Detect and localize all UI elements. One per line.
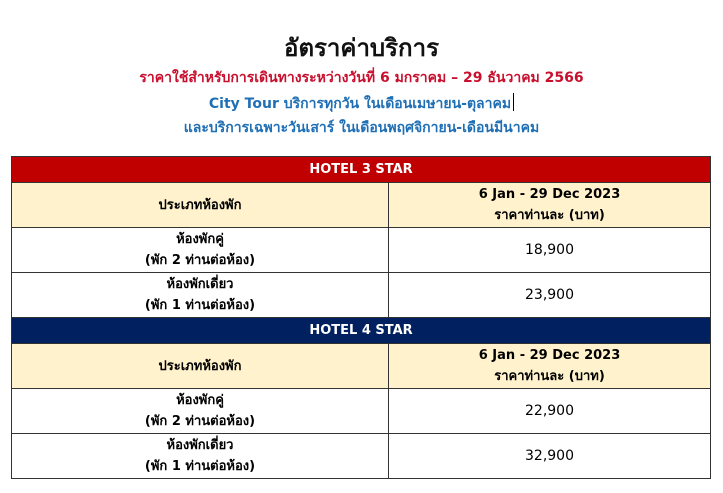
price-cell: 32,900 xyxy=(389,434,711,479)
price-unit-label: ราคาท่านละ (บาท) xyxy=(494,369,605,384)
city-tour-note-1 xyxy=(0,93,723,115)
room-type-header: ประเภทห้องพัก xyxy=(12,183,389,228)
city-tour-note-1-text: City Tour บริการทุกวัน ในเดือนเมษายน-ตุลาคม xyxy=(208,96,512,112)
price-cell: 18,900 xyxy=(389,228,711,273)
price-unit-label: ราคาท่านละ (บาท) xyxy=(494,208,605,223)
room-type-header: ประเภทห้องพัก xyxy=(12,344,389,389)
hotel-4-star-band-row xyxy=(12,318,711,344)
room-type-cell xyxy=(12,273,389,318)
price-header xyxy=(389,183,711,228)
table-row xyxy=(12,273,711,318)
hotel-3-star-band: HOTEL 3 STAR xyxy=(12,157,711,183)
hotel-4-star-band: HOTEL 4 STAR xyxy=(12,318,711,344)
room-type-cell xyxy=(12,389,389,434)
room-occupancy: (พัก 2 ท่านต่อห้อง) xyxy=(144,414,256,429)
price-cell: 22,900 xyxy=(389,389,711,434)
price-cell: 23,900 xyxy=(389,273,711,318)
table-header-row xyxy=(12,344,711,389)
table-header-row xyxy=(12,183,711,228)
room-occupancy: (พัก 1 ท่านต่อห้อง) xyxy=(144,459,256,474)
room-occupancy: (พัก 1 ท่านต่อห้อง) xyxy=(144,298,256,313)
date-range-label: 6 Jan - 29 Dec 2023 xyxy=(478,187,621,202)
room-name: ห้องพักคู่ xyxy=(176,393,224,408)
room-type-cell xyxy=(12,228,389,273)
room-name: ห้องพักคู่ xyxy=(176,232,224,247)
page-title: อัตราค่าบริการ xyxy=(284,34,439,62)
table-row xyxy=(12,228,711,273)
validity-period: ราคาใช้สำหรับการเดินทางระหว่างวันที่ 6 มกราคม – 29 ธันวาคม 2566 xyxy=(139,70,584,86)
text-cursor xyxy=(513,93,514,111)
city-tour-note-2: และบริการเฉพาะวันเสาร์ ในเดือนพฤศจิกายน-เดือนมีนาคม xyxy=(183,120,540,136)
room-name: ห้องพักเดี่ยว xyxy=(166,277,234,292)
rate-table xyxy=(11,156,711,479)
table-row xyxy=(12,434,711,479)
table-row xyxy=(12,389,711,434)
price-header xyxy=(389,344,711,389)
room-type-cell xyxy=(12,434,389,479)
date-range-label: 6 Jan - 29 Dec 2023 xyxy=(478,348,621,363)
room-occupancy: (พัก 2 ท่านต่อห้อง) xyxy=(144,253,256,268)
room-name: ห้องพักเดี่ยว xyxy=(166,438,234,453)
hotel-3-star-band-row xyxy=(12,157,711,183)
